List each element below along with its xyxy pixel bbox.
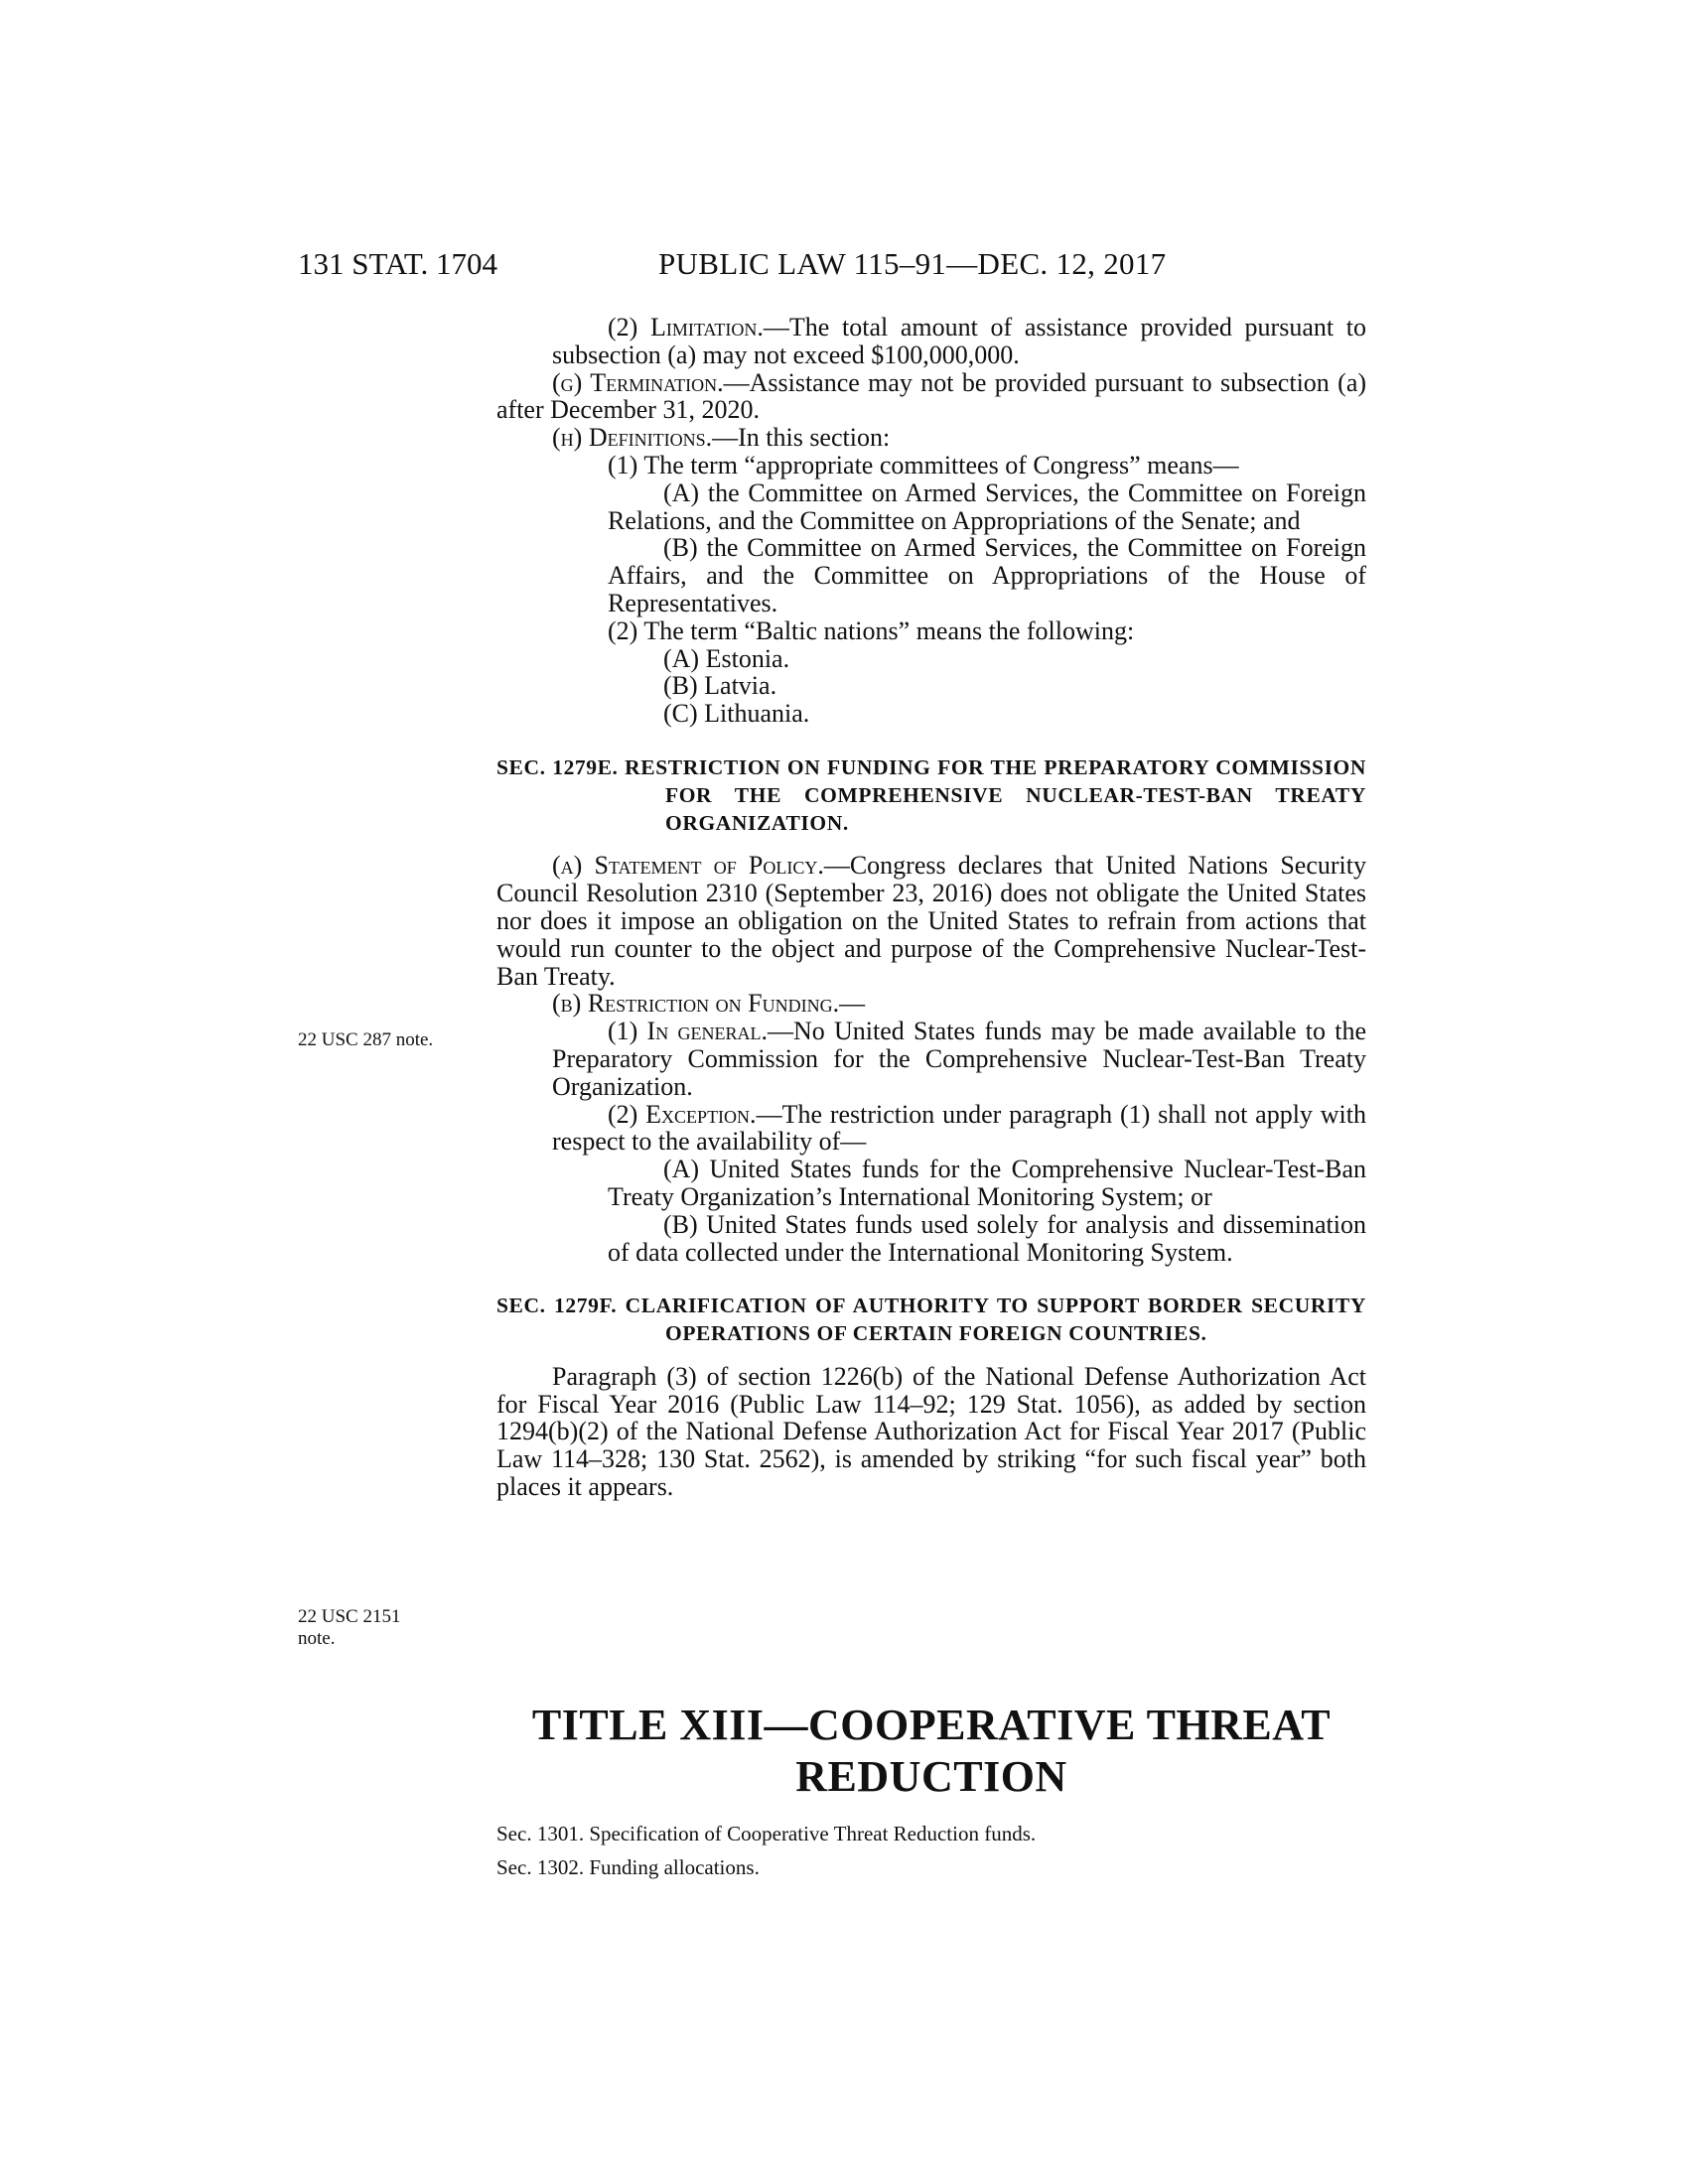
section-1279f-text: Paragraph (3) of section 1226(b) of the National Defense Authorization Act for Fiscal Year 2016 (Public Law 114–92; 129 Stat. 1056), as added by section 1294(b)(2) of the National Defense Authorization Act for Fiscal Year 2017 (Public Law 114–328; 130 Stat. 2562), is amended by striking “for such fiscal year” both places it appears. <box>496 1361 1366 1502</box>
definition-1a: (A) the Committee on Armed Services, the Committee on Foreign Relations, and the Committee on Appropriations of the Senate; and <box>608 478 1366 535</box>
definition-2: (2) The term “Baltic nations” means the following: <box>608 615 1135 645</box>
exception-a: (A) United States funds for the Comprehensive Nuclear-Test-Ban Treaty Organization’s International Monitoring System; or <box>608 1155 1366 1211</box>
public-law-date: PUBLIC LAW 115–91—DEC. 12, 2017 <box>658 246 1167 281</box>
definition-2c: (C) Lithuania. <box>663 699 810 729</box>
stat-page-number: 131 STAT. 1704 <box>298 246 498 281</box>
toc-item: Sec. 1301. Specification of Cooperative Threat Reduction funds. <box>496 1822 1037 1845</box>
margin-note-287: 22 USC 287 note. <box>298 1029 434 1050</box>
toc-item: Sec. 1302. Funding allocations. <box>496 1855 760 1879</box>
section-1279f-heading: SEC. 1279F. CLARIFICATION OF AUTHORITY TO SUPPORT BORDER SECURITY OPERATIONS OF CERTAIN FOREIGN COUNTRIES. <box>496 1294 1366 1346</box>
statement-of-policy: (a) Statement of Policy.—Congress declares that United Nations Security Council Resolution 2310 (September 23, 2016) does not obligate the United States nor does it impose an obligation on the United States to refrain from actions that would run counter to the object and purpose of the Comprehensive Nuclear-Test-Ban Treaty. <box>496 851 1366 991</box>
in-general-paragraph: (1) In general.—No United States funds may be made available to the Preparatory Commission for the Comprehensive Nuclear-Test-Ban Treaty Organization. <box>552 1017 1366 1101</box>
title-xiii-heading: TITLE XIII—COOPERATIVE THREAT REDUCTION <box>531 1701 1332 1801</box>
margin-note-2151: 22 USC 2151 note. <box>298 1606 401 1649</box>
definitions-paragraph: (h) Definitions.—In this section: <box>552 423 891 453</box>
section-1279e-heading: SEC. 1279E. RESTRICTION ON FUNDING FOR THE PREPARATORY COMMISSION FOR THE COMPREHENSIVE NUCLEAR-TEST-BAN TREATY ORGANIZATION. <box>496 754 1366 835</box>
restriction-on-funding: (b) Restriction on Funding.— <box>552 989 866 1019</box>
definition-1: (1) The term “appropriate committees of Congress” means— <box>608 450 1239 479</box>
exception-b: (B) United States funds used solely for analysis and dissemination of data collected under the International Monitoring System. <box>608 1209 1366 1267</box>
exception-paragraph: (2) Exception.—The restriction under paragraph (1) shall not apply with respect to the availability of— <box>552 1099 1366 1157</box>
table-of-contents <box>496 1817 1366 1884</box>
body-text <box>496 314 1366 1501</box>
definition-2b: (B) Latvia. <box>663 671 777 701</box>
page-header <box>0 246 1688 286</box>
termination-paragraph: (g) Termination.—Assistance may not be provided pursuant to subsection (a) after December 31, 2020. <box>496 367 1367 425</box>
definition-2a: (A) Estonia. <box>663 643 790 673</box>
limitation-paragraph: (2) Limitation.—The total amount of assistance provided pursuant to subsection (a) may not exceed $100,000,000. <box>552 313 1366 369</box>
definition-1b: (B) the Committee on Armed Services, the Committee on Foreign Affairs, and the Committee on Appropriations of the House of Representatives. <box>608 533 1366 617</box>
